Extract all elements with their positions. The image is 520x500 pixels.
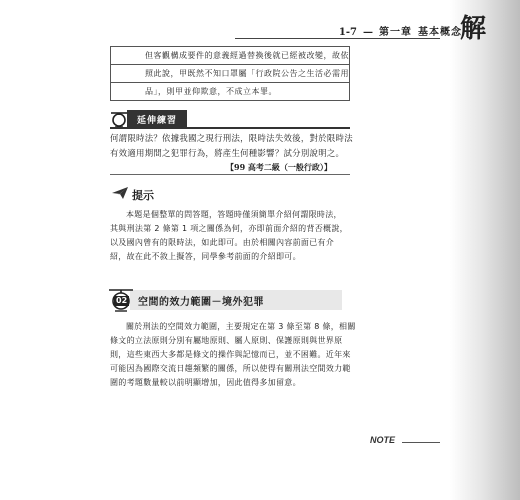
header-page-number: 1-7 xyxy=(338,27,357,38)
answer-box xyxy=(110,46,350,101)
section-divider xyxy=(110,174,350,175)
hint-line: 其與刑法第 2 條第 1 項之關係為何，亦即前面介紹的背否概說， xyxy=(110,224,348,233)
running-header xyxy=(262,12,462,38)
header-dash: — xyxy=(363,27,373,38)
side-gradient-stripe xyxy=(450,0,520,500)
header-rule xyxy=(235,38,440,39)
hint-line: 以及國內曾有的限時法，如此即可。由於相關內容前面已有介 xyxy=(110,238,335,247)
extension-tag-label: 延伸練習 xyxy=(127,110,187,129)
answer-box-row: 但客觀構成要件的意義經過替換後就已經被改變，故依 xyxy=(111,47,349,65)
section-number-badge xyxy=(108,287,134,313)
header-chapter-title: 基本概念 xyxy=(418,27,462,38)
section-line: 關於刑法的空間效力範圍，主要規定在第 3 條至第 8 條，相關 xyxy=(126,322,356,331)
section-line: 條文的立法原則分別有屬地原則、屬人原則、保護原則與世界原 xyxy=(110,336,343,345)
section-body xyxy=(110,320,356,390)
plane-icon xyxy=(112,186,128,203)
question-line: 何謂限時法？依據我國之現行刑法，限時法失效後，對於限時法 xyxy=(110,133,353,143)
section-line: 則，這些東西大多都是條文的操作與記憶而已，並不困難。近年來 xyxy=(110,350,351,359)
hint-line: 本題是個整單的問答題，答題時僅須簡單介紹何謂限時法， xyxy=(126,210,342,219)
extension-underline xyxy=(110,127,350,129)
section-line: 可能因為國際交流日趨頻繁的關係，所以使得有關刑法空間效力範 xyxy=(110,364,351,373)
answer-box-row: 品」，則甲並仰欺意，不成立本罪。 xyxy=(145,86,277,96)
hint-title: 提示 xyxy=(132,188,154,202)
note-rule xyxy=(402,442,440,443)
hint-body xyxy=(110,208,356,264)
section-number: 02 xyxy=(116,296,128,305)
exam-source: 【99 高考二級（一般行政）】 xyxy=(226,162,332,172)
section-heading xyxy=(108,287,264,313)
extension-question xyxy=(110,131,360,160)
answer-box-row: 照此說，甲既然不知口罩屬「行政院公告之生活必需用 xyxy=(111,65,349,83)
header-big-character: 解 xyxy=(460,14,487,44)
hint-line: 紹，故在此不敘上擬答，同學參考前面的介紹即可。 xyxy=(110,252,301,261)
question-line: 有效適用期間之犯罪行為，將產生何種影響？試分別說明之。 xyxy=(110,147,345,158)
hint-heading xyxy=(112,186,154,203)
section-line: 圍的考題數量較以前明顯增加，因此值得多加留意。 xyxy=(110,378,301,387)
note-label: NOTE xyxy=(370,435,396,445)
header-chapter: 第一章 xyxy=(379,27,412,38)
section-title: 空間的效力範圍－境外犯罪 xyxy=(138,296,264,308)
